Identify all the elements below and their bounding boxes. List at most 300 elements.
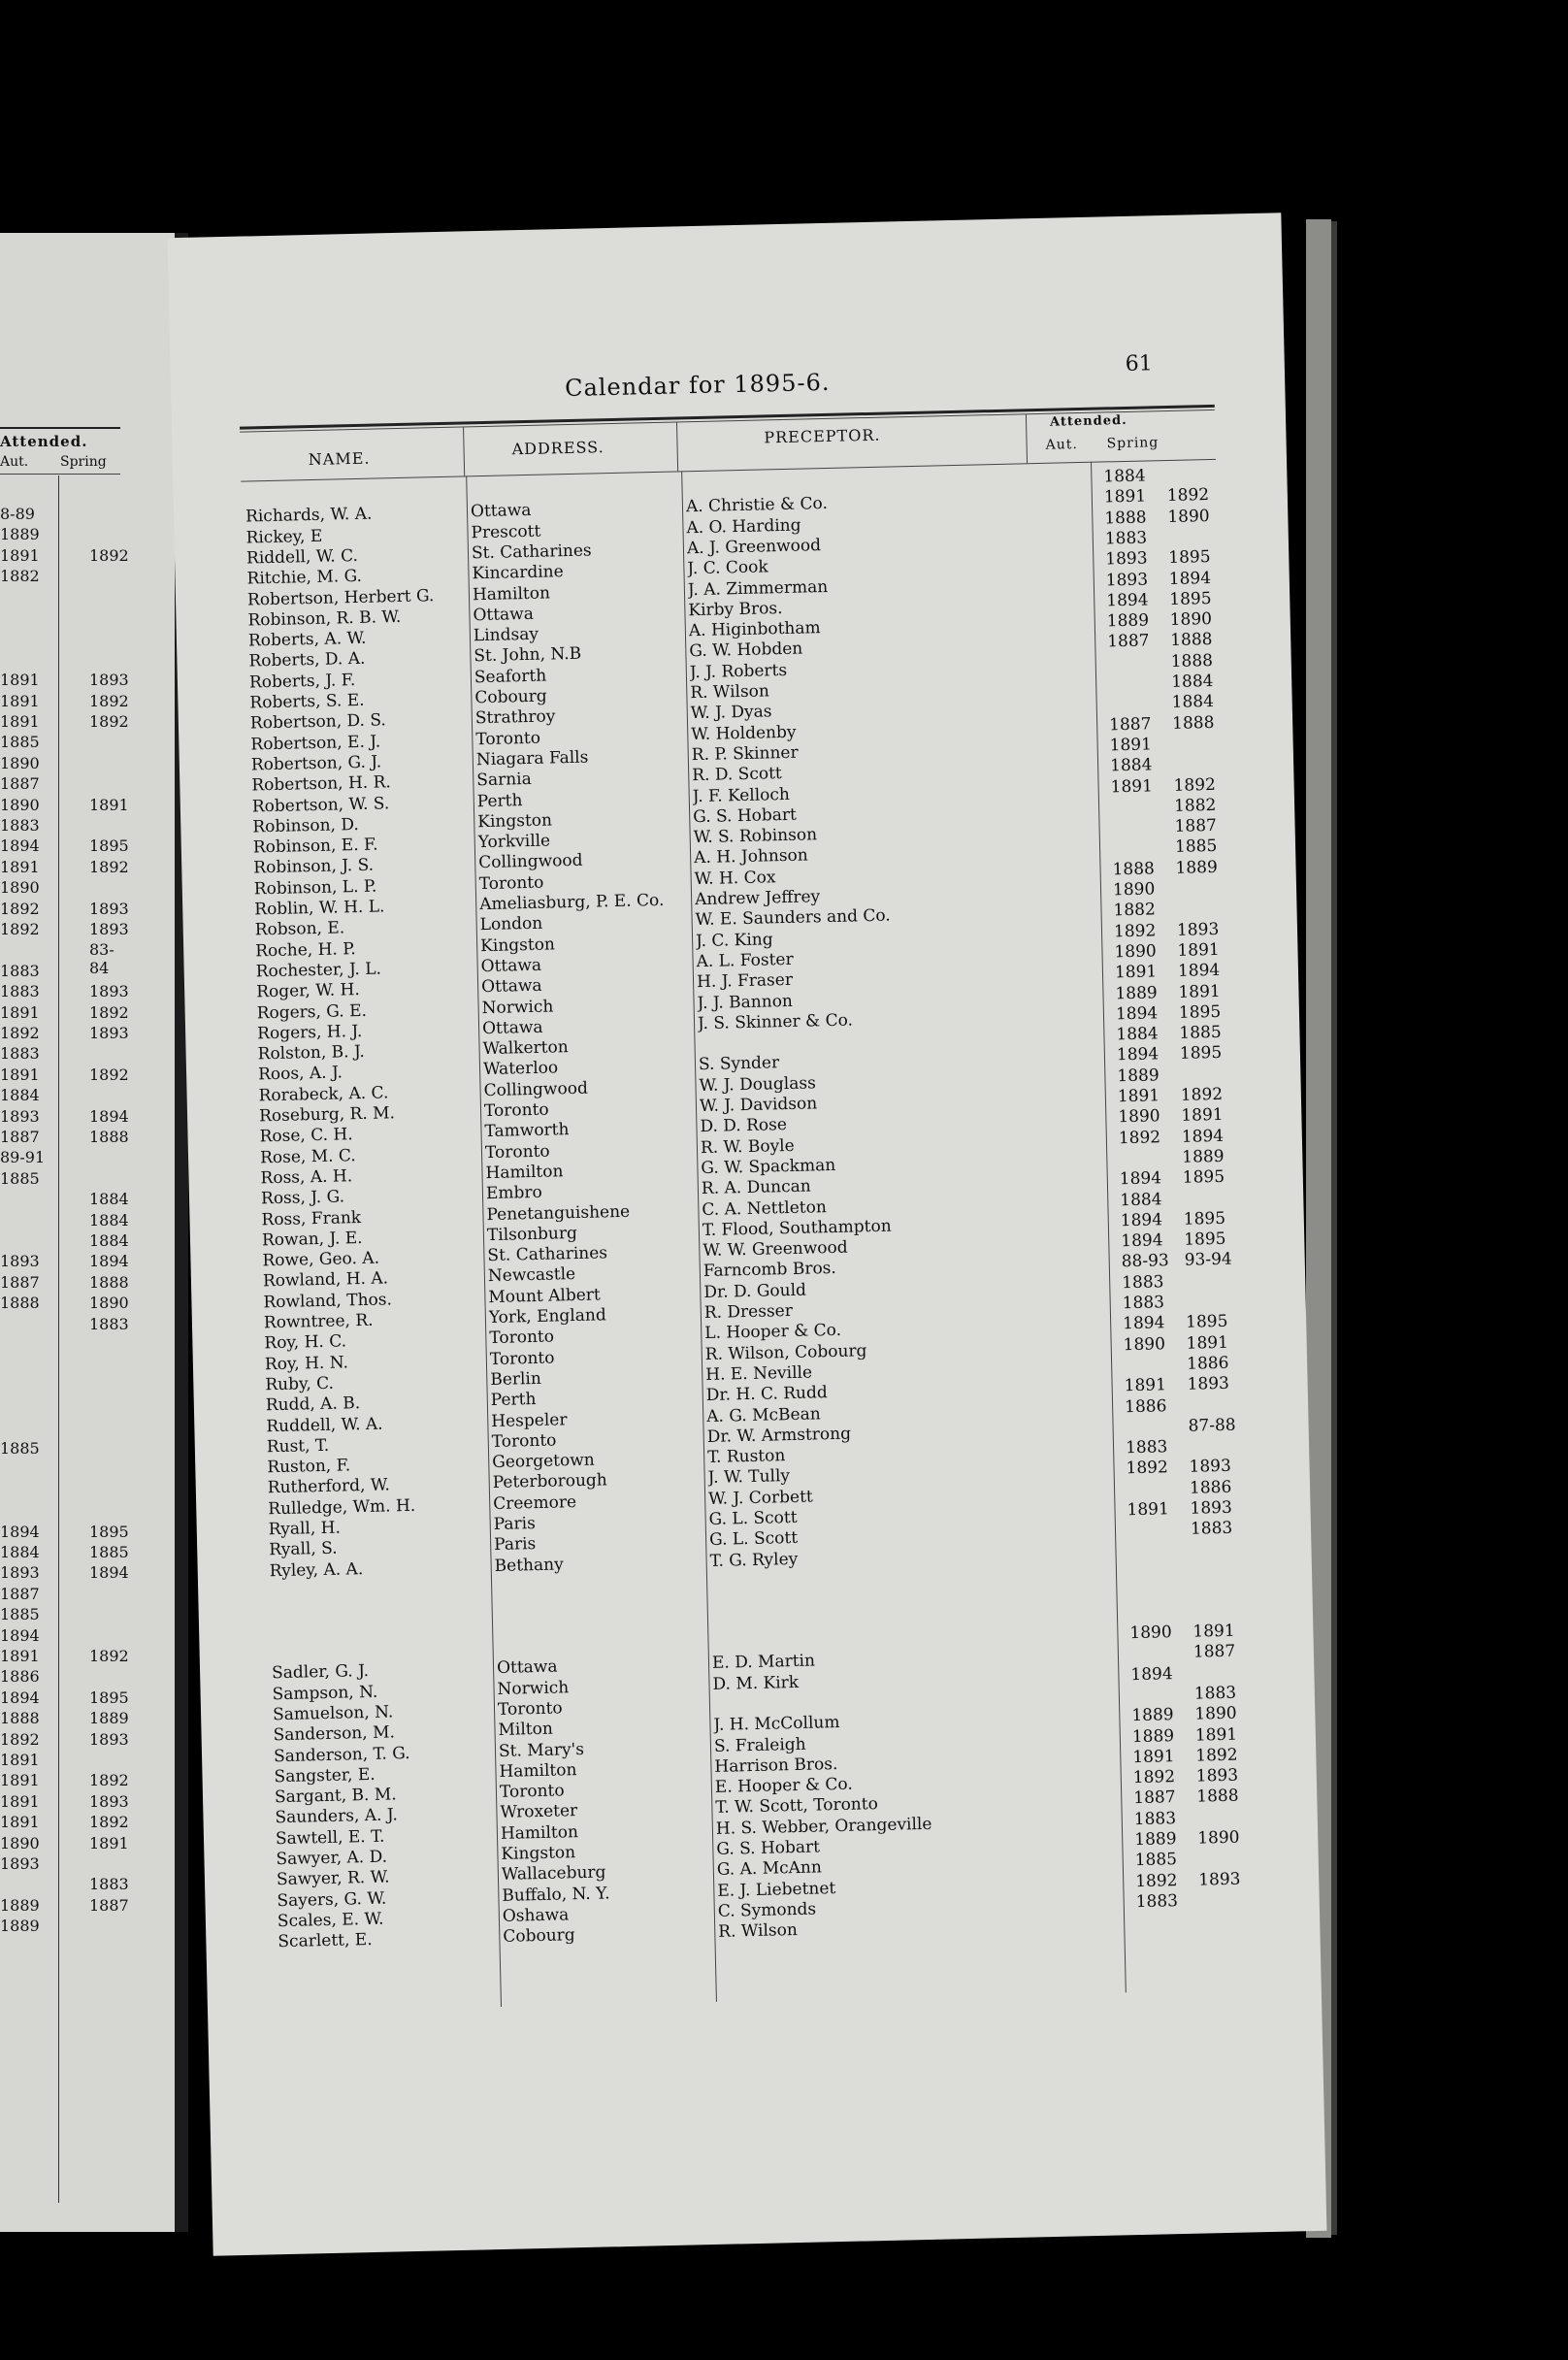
attended-autumn: 1893 [1105, 548, 1148, 570]
left-attended-autumn: 8-89 [0, 505, 35, 523]
preceptor: J. W. Tully [707, 1466, 791, 1489]
preceptor: R. Wilson, Cobourg [704, 1340, 867, 1364]
preceptor: R. Wilson [718, 1920, 799, 1943]
attended-autumn: 1884 [1109, 755, 1153, 776]
left-attended-spring: 1894 [89, 1252, 129, 1271]
left-attended-autumn: 1884 [0, 1543, 40, 1561]
address: Paris [493, 1534, 537, 1556]
preceptor: R. W. Boyle [700, 1135, 795, 1158]
preceptor: T. G. Ryley [709, 1549, 799, 1571]
left-table-row [0, 1647, 129, 1666]
address: Walkerton [482, 1037, 569, 1060]
preceptor: A. J. Greenwood [686, 535, 822, 559]
address: Paris [493, 1514, 537, 1535]
attended-autumn: 1889 [1131, 1705, 1174, 1726]
left-table-row [0, 1086, 120, 1105]
attended-spring: 1885 [1179, 1022, 1222, 1043]
left-attended-spring: 1892 [89, 691, 129, 710]
address: Toronto [489, 1327, 555, 1349]
preceptor: D. M. Kirk [712, 1672, 800, 1694]
attended-autumn: 1883 [1133, 1808, 1177, 1829]
preceptor: J. J. Roberts [689, 660, 788, 682]
left-attended-autumn: 1887 [0, 1128, 40, 1146]
preceptor: T. Flood, Southampton [702, 1216, 892, 1240]
preceptor: R. A. Duncan [701, 1176, 811, 1199]
left-attended-spring: 1893 [89, 899, 129, 918]
left-attended-spring: 1883 [89, 1314, 129, 1333]
attended-spring: 1893 [1176, 919, 1220, 940]
student-name: Ritchie, M. G. [246, 567, 363, 589]
attended-spring: 1892 [1173, 774, 1217, 796]
left-table-row [0, 899, 129, 919]
address: Hespeler [491, 1409, 568, 1431]
attended-autumn: 1892 [1135, 1870, 1178, 1891]
left-attended-autumn: 1891 [0, 691, 40, 710]
attended-spring: 1891 [1186, 1332, 1229, 1354]
preceptor: W. S. Robinson [693, 825, 818, 848]
attended-autumn: 1884 [1120, 1189, 1162, 1210]
left-attended-title: Attended. [0, 433, 88, 450]
address: Yorkville [477, 831, 551, 853]
left-attended-autumn: 1890 [0, 1833, 40, 1852]
left-table-row [0, 878, 120, 898]
address: Niagara Falls [475, 747, 589, 770]
left-attended-autumn: 1889 [0, 525, 40, 544]
preceptor: L. Hooper & Co. [704, 1321, 842, 1344]
left-attended-spring: 1892 [89, 857, 129, 876]
address: Kingston [479, 934, 556, 956]
address: Prescott [471, 521, 541, 542]
address: Toronto [489, 1348, 555, 1369]
address: Ottawa [480, 975, 542, 998]
left-attended-autumn: 1891 [0, 857, 40, 876]
attended-spring: 1883 [1190, 1519, 1233, 1540]
left-table-row [0, 1543, 129, 1562]
left-table-row [0, 1833, 129, 1853]
left-attended-autumn: 1892 [0, 899, 40, 918]
student-name: Roberts, J. F. [248, 670, 356, 693]
preceptor: A. O. Harding [686, 515, 801, 538]
student-name: Sanderson, M. [273, 1722, 396, 1746]
student-name: Ross, A. H. [260, 1166, 353, 1189]
preceptor: C. Symonds [717, 1899, 817, 1921]
address: Ameliasburg, P. E. Co. [478, 890, 665, 915]
left-attended-spring: 1895 [89, 1688, 129, 1707]
address: Toronto [499, 1781, 565, 1803]
student-name: Ross, J. G. [260, 1187, 345, 1209]
left-attended-autumn: 1891 [0, 671, 40, 690]
left-attended-autumn: 1894 [0, 1625, 40, 1645]
address: Oshawa [502, 1905, 570, 1926]
left-table-row [0, 1065, 129, 1085]
left-attended-autumn: 1886 [0, 1667, 40, 1687]
left-table-row [0, 712, 129, 732]
attended-autumn: 1889 [1131, 1725, 1175, 1747]
attended-autumn: 1891 [1110, 775, 1154, 797]
preceptor: Kirby Bros. [688, 598, 783, 621]
preceptor: W. Holdenby [691, 722, 797, 744]
left-table-row [0, 1729, 129, 1750]
student-name: Robinson, J. S. [253, 856, 375, 878]
left-table-row [0, 525, 120, 544]
left-attended-autumn: 1892 [0, 1024, 40, 1042]
preceptor: A. Christie & Co. [685, 494, 829, 517]
preceptor: Dr. H. C. Rudd [705, 1383, 829, 1406]
address: Collingwood [478, 851, 583, 873]
preceptor: T. Ruston [706, 1446, 786, 1468]
left-attended-autumn: 1891 [0, 545, 40, 565]
preceptor: G. S. Hobart [693, 804, 798, 827]
left-attended-autumn: 1894 [0, 836, 40, 856]
preceptor: G. L. Scott [708, 1507, 798, 1529]
address: Norwich [497, 1677, 570, 1699]
student-name: Rutherford, W. [267, 1475, 390, 1498]
attended-spring: 1895 [1183, 1208, 1226, 1229]
preceptor: W. E. Saunders and Co. [695, 905, 891, 931]
preceptor: W. J. Dyas [690, 702, 772, 724]
student-name: Robertson, Herbert G. [246, 585, 435, 610]
attended-autumn: 1892 [1132, 1767, 1176, 1788]
student-name: Sawtell, E. T. [275, 1826, 385, 1849]
student-name: Roberts, A. W. [247, 628, 367, 651]
left-attended-spring: 1894 [89, 1106, 129, 1126]
left-attended-spring: 1892 [89, 1002, 129, 1022]
preceptor: G. A. McAnn [716, 1857, 823, 1881]
attended-autumn: 1890 [1123, 1333, 1166, 1355]
left-table-row [0, 1813, 129, 1832]
left-table-row [0, 1377, 120, 1396]
student-name: Sadler, G. J. [271, 1661, 370, 1684]
left-table-row [0, 650, 120, 670]
preceptor: W. J. Corbett [707, 1487, 813, 1509]
left-table-row [0, 1272, 129, 1293]
left-table-row [0, 1751, 120, 1770]
attended-autumn: 1883 [1135, 1890, 1179, 1912]
attended-spring: 1892 [1180, 1084, 1224, 1105]
left-table-row [0, 1791, 129, 1812]
student-name [271, 1638, 484, 1643]
student-name: Robertson, G. J. [250, 752, 382, 775]
student-name: Richards, W. A. [245, 504, 373, 527]
left-table-row [0, 1044, 120, 1064]
left-attended-autumn: 1894 [0, 1688, 40, 1707]
address: Embro [485, 1182, 542, 1204]
address: Seaforth [474, 666, 547, 687]
preceptor: J. J. Bannon [697, 991, 794, 1013]
preceptor: Dr. D. Gould [703, 1280, 807, 1302]
left-attended-spring: 1888 [89, 1128, 129, 1146]
left-attended-spring: 1888 [89, 1272, 129, 1292]
attended-autumn: 1891 [1114, 962, 1158, 983]
attended-autumn: 1891 [1124, 1375, 1167, 1396]
student-name: Rose, M. C. [259, 1145, 356, 1167]
left-attended-autumn: 1888 [0, 1294, 40, 1313]
preceptor-column-header: PRECEPTOR. [764, 425, 881, 447]
preceptor: R. P. Skinner [691, 742, 799, 766]
attended-autumn: 1887 [1107, 631, 1150, 652]
student-name: Robinson, R. B. W. [247, 606, 402, 631]
left-attended-autumn: 1893 [0, 1252, 40, 1271]
student-name: Robson, E. [254, 918, 345, 940]
left-table-row [0, 1128, 129, 1147]
address [496, 1633, 709, 1638]
attended-autumn: 1892 [1113, 920, 1157, 941]
left-attended-spring: 1895 [89, 836, 129, 856]
address: Cobourg [474, 686, 547, 708]
left-table-row [0, 774, 120, 794]
address: Tamworth [484, 1120, 570, 1142]
left-attended-spring: 1893 [89, 920, 129, 938]
student-name: Ross, Frank [261, 1207, 362, 1229]
preceptor: H. S. Webber, Orangeville [715, 1814, 932, 1839]
student-name: Rowntree, R. [263, 1310, 374, 1333]
attended-spring: 1892 [1166, 485, 1210, 507]
left-attended-autumn: 1890 [0, 795, 40, 814]
left-attended-autumn: 1884 [0, 1086, 40, 1105]
student-name: Rogers, G. E. [256, 1000, 368, 1023]
attended-spring: 1889 [1182, 1146, 1225, 1167]
attended-spring: 1890 [1197, 1827, 1240, 1849]
attended-autumn: 1884 [1116, 1024, 1159, 1045]
address: Strathroy [474, 706, 556, 729]
left-attended-autumn: 1883 [0, 1044, 40, 1064]
attended-spring: 1894 [1177, 961, 1221, 982]
attended-spring: 1895 [1182, 1167, 1225, 1188]
address: Perth [490, 1390, 537, 1411]
student-name: Ruby, C. [265, 1373, 335, 1395]
attended-autumn: 1887 [1133, 1787, 1176, 1809]
address: Toronto [491, 1430, 557, 1452]
left-attended-spring: 1883 [89, 1875, 129, 1894]
attended-autumn: 1889 [1134, 1829, 1177, 1851]
left-table-row [0, 962, 120, 981]
attended-spring: 1895 [1179, 1043, 1223, 1065]
left-attended-spring: 1892 [89, 1065, 129, 1084]
attended-autumn: 1889 [1117, 1065, 1160, 1086]
left-attended-autumn: 1887 [0, 1584, 40, 1603]
attended-autumn: 1894 [1106, 590, 1149, 611]
address [470, 476, 683, 481]
preceptor: S. Synder [698, 1053, 780, 1075]
left-attended-spring: 1893 [89, 1024, 129, 1042]
student-name: Roberts, D. A. [248, 649, 366, 672]
student-name: Ruston, F. [267, 1456, 351, 1478]
attended-autumn: 1894 [1116, 1044, 1160, 1065]
student-name: Rowland, Thos. [263, 1290, 393, 1313]
left-table-row [0, 1231, 129, 1251]
left-attended-autumn: 1891 [0, 1751, 40, 1769]
left-attended-autumn: 1890 [0, 753, 40, 772]
preceptor: Dr. W. Armstrong [706, 1424, 852, 1447]
left-attended-autumn: 1891 [0, 1065, 40, 1084]
left-attended-autumn: 1893 [0, 1563, 40, 1583]
attended-spring: 1884 [1171, 692, 1215, 713]
left-attended-autumn: 89-91 [0, 1148, 46, 1167]
attended-spring: 1895 [1169, 588, 1212, 609]
preceptor: E. J. Liebetnet [717, 1878, 836, 1901]
attended-spring: 1890 [1169, 609, 1213, 631]
left-attended-autumn: 1891 [0, 1771, 40, 1790]
left-attended-spring: 1893 [89, 671, 129, 690]
left-attended-spring: 1887 [89, 1895, 129, 1915]
attended-autumn: 88-93 [1121, 1251, 1169, 1272]
address: Ottawa [473, 604, 535, 626]
address: Perth [476, 790, 523, 811]
left-attended-header [0, 427, 120, 475]
attended-autumn: 1883 [1122, 1293, 1165, 1314]
student-name: Roche, H. P. [255, 938, 356, 962]
attended-spring: 1888 [1170, 630, 1213, 651]
left-attended-spring: 1892 [89, 1771, 129, 1790]
address: Newcastle [487, 1264, 576, 1287]
left-attended-autumn: 1891 [0, 1791, 40, 1811]
attended-autumn: 1891 [1103, 486, 1147, 508]
left-attended-spring: 83-84 [89, 940, 114, 978]
left-attended-autumn: 1885 [0, 1168, 40, 1188]
preceptor: G. W. Spackman [701, 1155, 836, 1178]
preceptor: Harrison Bros. [714, 1754, 838, 1777]
left-attended-autumn: 1882 [0, 567, 40, 586]
student-name: Ruddell, W. A. [266, 1414, 383, 1436]
left-attended-autumn: 1885 [0, 1605, 40, 1624]
address: Waterloo [482, 1058, 559, 1080]
address: St. Catharines [487, 1243, 608, 1266]
student-name: Sawyer, R. W. [276, 1867, 390, 1890]
left-table-row [0, 1917, 120, 1936]
attended-autumn: 1890 [1118, 1106, 1160, 1128]
address: St. John, N.B [474, 644, 582, 667]
left-table-row [0, 1106, 129, 1127]
left-attended-autumn: 1893 [0, 1854, 40, 1873]
student-name: Rorabeck, A. C. [258, 1083, 389, 1106]
address: Norwich [481, 996, 554, 1018]
left-attended-autumn: 1883 [0, 961, 40, 980]
attended-spring: 1885 [1174, 836, 1218, 858]
preceptor: H. J. Fraser [696, 970, 794, 993]
attended-spring: 1895 [1184, 1229, 1226, 1250]
student-name: Roblin, W. H. L. [254, 897, 385, 920]
preceptor: E. D. Martin [711, 1651, 816, 1674]
address: Hamilton [499, 1759, 577, 1782]
left-table-row [0, 1294, 129, 1313]
left-table-row [0, 671, 129, 690]
left-table-row [0, 1397, 120, 1417]
address: Milton [498, 1719, 554, 1741]
attended-autumn: 1893 [1105, 569, 1149, 590]
left-table-row [0, 1190, 129, 1209]
left-table-row [0, 1854, 120, 1874]
preceptor: D. D. Rose [700, 1115, 788, 1137]
attended-spring: 1890 [1194, 1703, 1237, 1724]
address: Toronto [484, 1141, 550, 1163]
attended-spring: 1883 [1193, 1683, 1237, 1704]
address: St. Mary's [498, 1739, 585, 1761]
attended-autumn: 1888 [1112, 859, 1156, 880]
left-attended-autumn: 1888 [0, 1709, 40, 1728]
student-name: Scarlett, E. [278, 1930, 373, 1952]
left-table-row [0, 1210, 129, 1230]
attended-spring: 1893 [1197, 1869, 1241, 1890]
attended-autumn: 1892 [1118, 1127, 1161, 1148]
student-name: Ryall, H. [268, 1518, 342, 1540]
left-attended-autumn: 1892 [0, 1729, 40, 1749]
left-attended-spring: 1885 [89, 1543, 129, 1561]
attended-spring: 1895 [1178, 1001, 1222, 1023]
address: Toronto [483, 1099, 549, 1122]
student-name: Roy, H. C. [264, 1331, 347, 1354]
student-name: Roberts, S. E. [249, 690, 365, 713]
address: Hamilton [485, 1162, 564, 1183]
attended-autumn: 1894 [1119, 1168, 1162, 1190]
left-table-row [0, 1895, 129, 1916]
attended-autumn: 1891 [1109, 735, 1153, 756]
left-table-row [0, 920, 129, 939]
attended-spring: 1894 [1168, 568, 1212, 589]
address: Wallaceburg [501, 1862, 606, 1885]
student-name: Roseburg, R. M. [258, 1103, 396, 1127]
attended-autumn: 1887 [1108, 714, 1152, 735]
left-table-row [0, 1771, 129, 1790]
address: Kingston [501, 1843, 576, 1864]
attended-column-header: Attended. [1049, 412, 1127, 430]
left-table-row [0, 1563, 129, 1583]
left-table-row [0, 1875, 129, 1894]
attended-spring: 1882 [1173, 795, 1217, 816]
attended-spring: 1886 [1186, 1353, 1229, 1374]
attended-spring: 1889 [1175, 857, 1219, 878]
preceptor [711, 1624, 1084, 1633]
address: York, England [488, 1305, 606, 1328]
left-table-row [0, 1419, 120, 1438]
attended-autumn: 1894 [1115, 1003, 1159, 1025]
left-attended-autumn: 1889 [0, 1895, 40, 1915]
preceptor: W. H. Cox [694, 867, 776, 889]
left-spring-header: Spring [60, 454, 107, 470]
student-name: Robinson, E. F. [252, 835, 378, 858]
attended-spring: 1888 [1170, 650, 1214, 672]
left-attended-autumn: 1883 [0, 982, 40, 1001]
student-name: Sanderson, T. G. [273, 1743, 410, 1766]
left-attended-spring: 1895 [89, 1522, 129, 1541]
student-name: Robertson, D. S. [249, 710, 387, 734]
left-table-row [0, 1667, 120, 1687]
attended-spring: 1895 [1185, 1312, 1228, 1333]
left-table-row [0, 588, 120, 607]
left-attended-spring: 1891 [89, 1833, 129, 1852]
attended-spring: 1887 [1174, 816, 1218, 836]
preceptor: J. A. Zimmerman [687, 576, 829, 600]
attended-spring: 93-94 [1184, 1250, 1232, 1271]
left-attended-autumn: 1893 [0, 1106, 40, 1126]
left-attended-autumn: 1892 [0, 920, 40, 938]
address: Georgetown [492, 1450, 595, 1473]
left-table-row [0, 1356, 120, 1375]
header-divider-2 [676, 422, 678, 471]
attended-spring: 1891 [1194, 1724, 1238, 1746]
attended-autumn: 1894 [1120, 1210, 1163, 1231]
left-table-row [0, 629, 120, 648]
student-name: Rogers, H. J. [256, 1021, 363, 1044]
left-attended-autumn: 1889 [0, 1917, 40, 1936]
student-name: Rowan, J. E. [261, 1228, 363, 1251]
attended-autumn: 1884 [1103, 466, 1146, 487]
student-name: Rudd, A. B. [265, 1393, 361, 1416]
attended-spring: 1893 [1187, 1373, 1230, 1394]
attended-autumn: 1889 [1106, 610, 1150, 632]
attended-spring: 1894 [1181, 1126, 1225, 1147]
attended-autumn: 1890 [1129, 1622, 1172, 1644]
attended-autumn: 1889 [1115, 982, 1158, 1003]
